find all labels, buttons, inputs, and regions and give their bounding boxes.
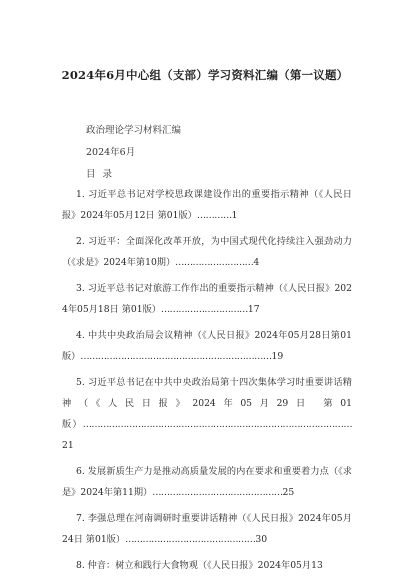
toc-entry-page: 17 bbox=[247, 304, 260, 315]
toc-entry-text: 8. 仲音：树立和践行大食物观（《人民日报》2024年05月13 bbox=[76, 560, 323, 571]
toc-entry-leader: ……………………… bbox=[175, 257, 254, 268]
toc-entry[interactable] bbox=[62, 325, 352, 367]
toc-entry-leader: ………………………… bbox=[160, 304, 248, 315]
toc-entry[interactable] bbox=[62, 372, 352, 456]
toc-entry-leader: ………………………………………………………… bbox=[80, 351, 272, 362]
toc-entry[interactable] bbox=[62, 231, 352, 273]
toc-entry-text: 5. 习近平总书记在中共中央政治局第十四次集体学习时重要讲话精神（《人民日报》2024年05月29日 第01版） bbox=[62, 377, 352, 430]
toc-entry-page: 1 bbox=[231, 210, 238, 221]
document-subtitle: 政治理论学习材料汇编 bbox=[86, 125, 182, 136]
toc-entry[interactable] bbox=[62, 461, 352, 503]
toc-entry[interactable] bbox=[62, 184, 352, 226]
toc-entry-text: 2. 习近平：全面深化改革开放，为中国式现代化持续注入强劲动力（《求是》2024年第10期） bbox=[62, 236, 352, 268]
document-date: 2024年6月 bbox=[86, 147, 136, 158]
toc-entry-leader: ………………………………………………………………………………… bbox=[82, 419, 352, 430]
toc-entry-leader: ………… bbox=[196, 210, 232, 221]
toc-entry[interactable] bbox=[62, 555, 352, 576]
toc-entry[interactable] bbox=[62, 508, 352, 550]
toc-entry-leader: ……………………………………… bbox=[125, 534, 256, 545]
toc-entry-page: 4 bbox=[253, 257, 260, 268]
toc-entry-page: 19 bbox=[271, 351, 284, 362]
toc-heading: 目 录 bbox=[86, 169, 115, 180]
toc-entry-page: 30 bbox=[255, 534, 268, 545]
toc-entry-page: 21 bbox=[62, 440, 74, 451]
toc-entry-text: 7. 李强总理在河南调研时重要讲话精神（《人民日报》2024年05月24日 第01版） bbox=[62, 513, 352, 545]
document-title: 2024年6月中心组（支部）学习资料汇编（第一议题） bbox=[61, 68, 349, 82]
toc-entry[interactable] bbox=[62, 278, 352, 320]
toc-entry-leader: ……………………………………… bbox=[152, 487, 283, 498]
table-of-contents bbox=[62, 184, 352, 581]
toc-entry-text: 4. 中共中央政治局会议精神（《人民日报》2024年05月28日第01版） bbox=[62, 330, 352, 362]
toc-entry-text: 6. 发展新质生产力是推动高质量发展的内在要求和重要着力点（《求是》2024年第11期） bbox=[62, 466, 352, 498]
toc-entry-text: 1. 习近平总书记对学校思政课建设作出的重要指示精神（《人民日报》2024年05月12日 第01版） bbox=[62, 189, 352, 221]
toc-entry-page: 25 bbox=[282, 487, 295, 498]
toc-entry-text: 3. 习近平总书记对旅游工作作出的重要指示精神（《人民日报》2024年05月18日 第01版） bbox=[62, 283, 352, 315]
